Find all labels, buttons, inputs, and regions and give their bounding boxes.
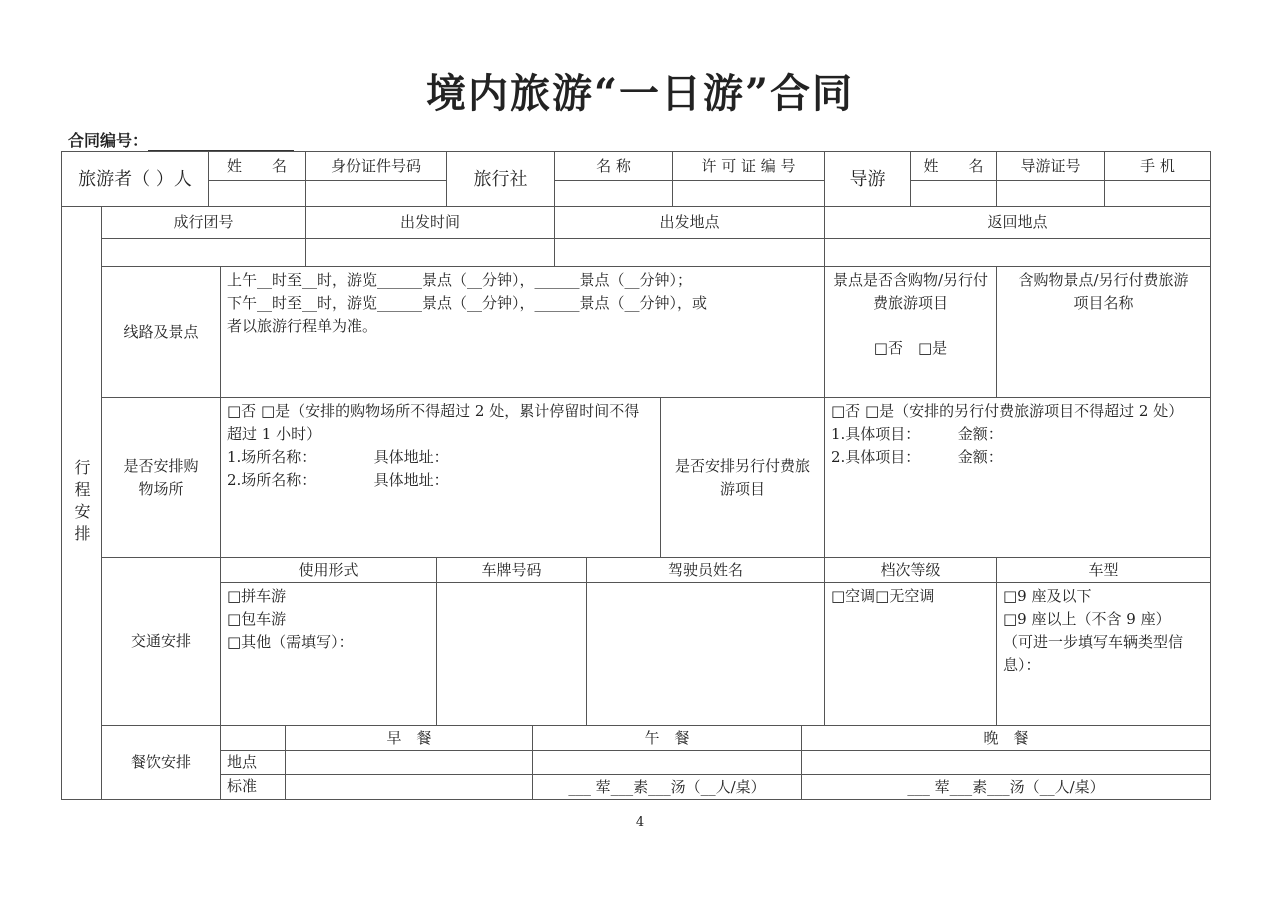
usage-options (220, 582, 437, 726)
depart-place-header: 出发地点 (554, 206, 825, 239)
tourist-name-header: 姓 名 (208, 151, 306, 181)
shopping-question-text: 景点是否含购物/另行付费旅游项目 (832, 271, 989, 312)
depart-place-field[interactable] (554, 238, 825, 267)
paid-label: 是否安排另行付费旅游项目 (660, 397, 825, 558)
meal-standard-label: 标准 (220, 774, 286, 800)
route-text[interactable] (220, 266, 825, 398)
itinerary-section-text: 行程安排 (72, 459, 91, 547)
license-field[interactable] (672, 180, 825, 207)
agency-name-field[interactable] (554, 180, 673, 207)
page-number: 4 (635, 815, 645, 830)
route-label: 线路及景点 (101, 266, 221, 398)
breakfast-header: 早 餐 (285, 725, 533, 751)
meal-place-label: 地点 (220, 750, 286, 775)
depart-time-field[interactable] (305, 238, 555, 267)
guide-cert-header: 导游证号 (996, 151, 1105, 181)
grade-options (824, 582, 997, 726)
guide-label: 导游 (824, 151, 911, 207)
shop-option: □否 □是（安排的购物场所不得超过 2 处，累计停留时间不得超过 1 小时） (227, 402, 640, 443)
lunch-standard[interactable]: ___ 荤___素___汤（__人/桌） (532, 774, 802, 800)
license-header: 许 可 证 编 号 (672, 151, 825, 181)
guide-name-field[interactable] (910, 180, 997, 207)
shop-text[interactable] (220, 397, 661, 558)
vehicle-small-checkbox[interactable]: □9 座及以下 (1003, 587, 1092, 605)
plate-field[interactable] (436, 582, 587, 726)
contract-number-label: 合同编号： (68, 131, 149, 150)
group-no-field[interactable] (101, 238, 306, 267)
driver-field[interactable] (586, 582, 825, 726)
breakfast-place-field[interactable] (285, 750, 533, 775)
route-line-morning: 上午__时至__时，游览______景点（__分钟），______景点（__分钟）； (227, 271, 693, 289)
contract-number (68, 128, 294, 151)
grade-header: 档次等级 (824, 557, 997, 583)
shopping-yes-checkbox[interactable]: □是 (918, 339, 948, 357)
shop-label: 是否安排购物场所 (101, 397, 221, 558)
aircon-checkboxes[interactable]: □空调□无空调 (831, 587, 935, 605)
breakfast-standard-field[interactable] (285, 774, 533, 800)
return-place-field[interactable] (824, 238, 1211, 267)
document-title: 境内旅游“一日游”合同 (425, 70, 854, 117)
route-line-note: 者以旅游行程单为准。 (227, 317, 378, 335)
paid-item-1: 1.具体项目： 金额： (831, 425, 1003, 443)
driver-header: 驾驶员姓名 (586, 557, 825, 583)
shopping-no-checkbox[interactable]: □否 (873, 339, 903, 357)
vehicle-large-checkbox[interactable]: □9 座以上（不含 9 座） (1003, 610, 1171, 628)
transport-label: 交通安排 (101, 557, 221, 726)
agency-label: 旅行社 (446, 151, 555, 207)
shopping-question (824, 266, 997, 398)
usage-header: 使用形式 (220, 557, 437, 583)
vehicle-info-note: （可进一步填写车辆类型信息）： (1003, 633, 1184, 674)
vehicle-header: 车型 (996, 557, 1211, 583)
shop-place-2: 2.场所名称： 具体地址： (227, 471, 449, 489)
id-number-field[interactable] (305, 180, 447, 207)
paid-item-2: 2.具体项目： 金额： (831, 448, 1003, 466)
paid-text[interactable] (824, 397, 1211, 558)
depart-time-header: 出发时间 (305, 206, 555, 239)
phone-field[interactable] (1104, 180, 1211, 207)
id-number-header: 身份证件号码 (305, 151, 447, 181)
carpool-checkbox[interactable]: □拼车游 (227, 587, 287, 605)
dinner-standard[interactable]: ___ 荤___素___汤（__人/桌） (801, 774, 1211, 800)
itinerary-section-label (61, 206, 102, 800)
agency-name-header: 名 称 (554, 151, 673, 181)
other-checkbox[interactable]: □其他（需填写）： (227, 633, 354, 651)
dinner-header: 晚 餐 (801, 725, 1211, 751)
guide-cert-field[interactable] (996, 180, 1105, 207)
shop-place-1: 1.场所名称： 具体地址： (227, 448, 449, 466)
lunch-place-field[interactable] (532, 750, 802, 775)
meals-label: 餐饮安排 (101, 725, 221, 800)
plate-header: 车牌号码 (436, 557, 587, 583)
shopping-names: 含购物景点/另行付费旅游项目名称 (996, 266, 1211, 398)
vehicle-options (996, 582, 1211, 726)
lunch-header: 午 餐 (532, 725, 802, 751)
group-no-header: 成行团号 (101, 206, 306, 239)
paid-option: □否 □是（安排的另行付费旅游项目不得超过 2 处） (831, 402, 1184, 420)
tourist-name-field[interactable] (208, 180, 306, 207)
contract-number-field[interactable] (148, 134, 294, 151)
return-place-header: 返回地点 (824, 206, 1211, 239)
dinner-place-field[interactable] (801, 750, 1211, 775)
guide-name-header: 姓 名 (910, 151, 997, 181)
meals-corner (220, 725, 286, 751)
route-line-afternoon: 下午__时至__时，游览______景点（__分钟），______景点（__分钟），或 (227, 294, 708, 312)
charter-checkbox[interactable]: □包车游 (227, 610, 287, 628)
phone-header: 手 机 (1104, 151, 1211, 181)
tourists-count: 旅游者（ ）人 (61, 151, 209, 207)
